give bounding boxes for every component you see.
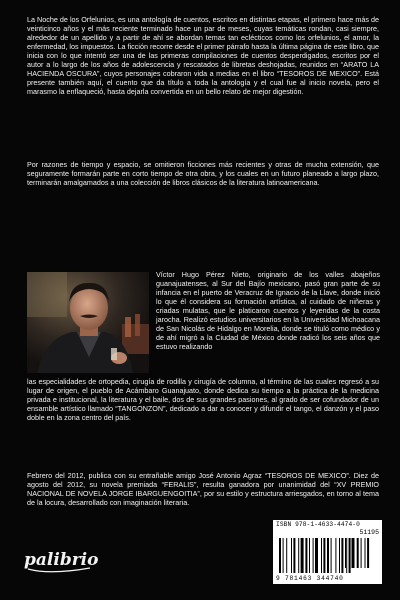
synopsis-paragraph-1: La Noche de los Orfelunios, es una antología de cuentos, escritos en distintas etapas, el primero hace más de veinticinco años y el más reciente terminado hace un par de meses, cuyas temáticas rondan, casi siempre, alrededor de un apellido y a partir de ahí se abordan temas tan eclécticos como los orfelunios, el amor, la enfermedad, los impuestos. La ficción recorre desde el primer párrafo hasta la última página de este libro, que inicia con lo que intentó ser una de las primeras compilaciones de cuentos desperdigados, escritos por el autor a lo largo de los años de adolescencia y rescatados de libretas deshojadas, reunidos en “ARATO LA HACIENDA OSCURA”, cuyos personajes cobraron vida a medias en el libro “TESOROS DE MEXICO”. Está presente también aquí, el cuento que da título a toda la antología y el cual fue al inicio novela, pero el marasmo la enflaqueció, hasta dejarla convertida en un bello relato de mejor digestión. [27,15,379,97]
author-photo [27,272,149,373]
price-code: 51195 [359,529,379,536]
author-bio-continued: las especialidades de ortopedia, cirugía de rodilla y cirugía de columna, al término de las cuales regresó a su lugar de origen, el pueblo de Acámbaro Guanajuato, donde dedica su tiempo a la práctica de la medicina privada e institucional, la literatura y el baile, dos de sus grandes pasiones, al grado de ser cofundador de un ensamble artístico llamado “TANGONZON”, dedicado a dar a conocer y difundir el tango, el danzón y el paso doble en la zona centro del país. [27,377,379,422]
barcode [273,520,382,584]
synopsis-paragraph-2: Por razones de tiempo y espacio, se omitieron ficciones más recientes y otras de mucha extensión, que seguramente formarán parte en corto tiempo de otra obra, y los cuales en un futuro planeado a largo plazo, terminarán amalgamados a una colección de libros clásicos de la literatura latinoamericana. [27,160,379,188]
palibrio-logo-text: palibrio [24,550,99,570]
isbn-label: ISBN 978-1-4633-4474-0 [276,521,360,528]
publications-paragraph: Febrero del 2012, publica con su entrañable amigo José Antonio Agraz “TESOROS DE MEXICO”. Diez de agosto del 2012, su novela premiada “FERALIS”, resulta ganadora por unanimidad del “XV PREMIO NACIONAL DE NOVELA JORGE IBARGUENGOITIA”, por su estilo y estructura arriesgados, en torno al tema de la locura, desarrollado con imaginación literaria. [27,471,379,507]
author-bio-side: Víctor Hugo Pérez Nieto, originario de los valles abajeños guanajuatenses, al Sur del Bajío mexicano, pasó gran parte de su infancia en el puerto de Veracruz de Ignacio de la Llave, donde inició lo que él considera su formación artística, al cuidado de niñeras y criadas mulatas, que le platicaron cuentos y leyendas de la costa jarocha. Realizó estudios universitarios en la Universidad Michoacana de San Nicolás de Hidalgo en Morelia, donde se tituló como médico y de ahí migró a la Ciudad de México donde radicó los seis años que estuvo realizando [156,270,380,351]
isbn-number: 9 781463 344740 [276,575,344,582]
palibrio-logo [20,539,100,579]
